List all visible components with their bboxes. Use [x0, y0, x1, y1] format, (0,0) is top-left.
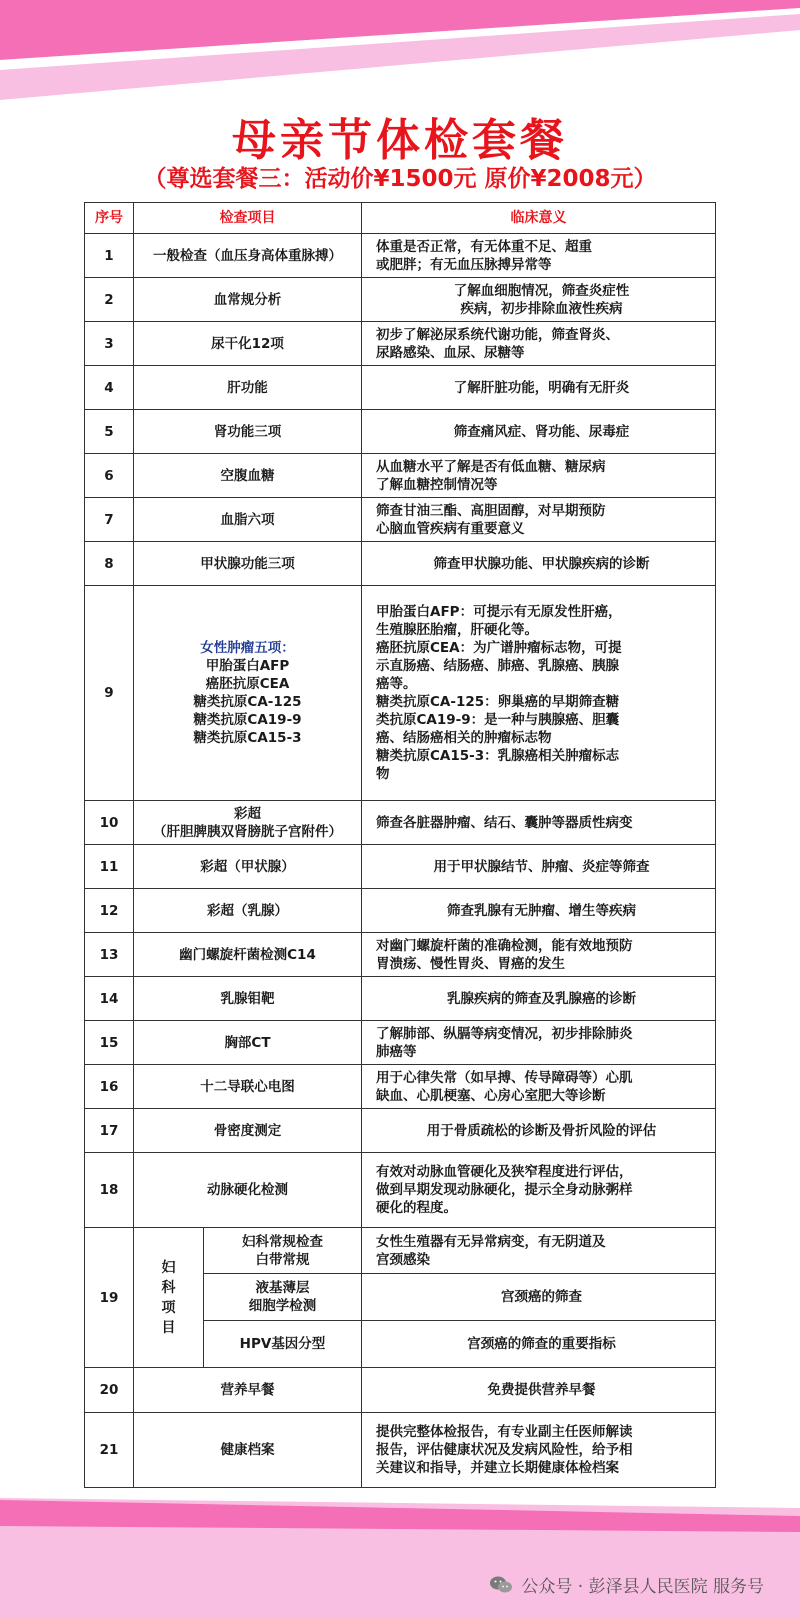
- wechat-icon: [489, 1575, 513, 1595]
- row-meaning: 了解血细胞情况，筛查炎症性 疾病，初步排除血液性疾病: [362, 278, 716, 322]
- gyn-group-label: 妇科项目: [161, 1259, 176, 1336]
- table-row: [85, 498, 716, 542]
- row-meaning: 宫颈癌的筛查的重要指标: [362, 1321, 716, 1368]
- row-no: 6: [85, 454, 134, 498]
- row-item: 骨密度测定: [134, 1109, 362, 1153]
- row-item: 妇科常规检查 白带常规: [204, 1228, 362, 1274]
- row-meaning: 体重是否正常，有无体重不足、超重 或肥胖；有无血压脉搏异常等: [362, 234, 716, 278]
- row-no: 2: [85, 278, 134, 322]
- row-item: 幽门螺旋杆菌检测C14: [134, 933, 362, 977]
- row-no: 7: [85, 498, 134, 542]
- row-no: 16: [85, 1065, 134, 1109]
- row-no: 10: [85, 801, 134, 845]
- row-item: 甲状腺功能三项: [134, 542, 362, 586]
- row-no: 19: [85, 1228, 134, 1368]
- row-meaning: 用于心律失常（如早搏、传导障碍等）心肌 缺血、心肌梗塞、心房心室肥大等诊断: [362, 1065, 716, 1109]
- row-meaning: 宫颈癌的筛查: [362, 1274, 716, 1321]
- row-no: 15: [85, 1021, 134, 1065]
- row-no: 11: [85, 845, 134, 889]
- row-item: 一般检查（血压身高体重脉搏）: [134, 234, 362, 278]
- table-row: [85, 322, 716, 366]
- row-meaning: 了解肺部、纵膈等病变情况，初步排除肺炎 肺癌等: [362, 1021, 716, 1065]
- table-row: [85, 410, 716, 454]
- table-row: [85, 977, 716, 1021]
- tumor-panel-items: 甲胎蛋白AFP 癌胚抗原CEA 糖类抗原CA-125 糖类抗原CA19-9 糖类抗原CA15-3: [193, 658, 302, 746]
- row-no: 3: [85, 322, 134, 366]
- row-item: 尿干化12项: [134, 322, 362, 366]
- table-row: [85, 933, 716, 977]
- row-meaning: 筛查各脏器肿瘤、结石、囊肿等器质性病变: [362, 801, 716, 845]
- table-row: [85, 1021, 716, 1065]
- row-no: 13: [85, 933, 134, 977]
- header-meaning: 临床意义: [362, 203, 716, 234]
- row-meaning: 筛查乳腺有无肿瘤、增生等疾病: [362, 889, 716, 933]
- table-row: [85, 542, 716, 586]
- row-item: [134, 586, 362, 801]
- footer-text: 公众号 · 彭泽县人民医院 服务号: [521, 1577, 764, 1597]
- row-meaning: 甲胎蛋白AFP：可提示有无原发性肝癌， 生殖腺胚胎瘤，肝硬化等。 癌胚抗原CEA：为广谱肿瘤标志物，可提 示直肠癌、结肠癌、肺癌、乳腺癌、胰腺 癌等。 糖类抗原CA-125：卵巢癌的早期筛查糖 类抗原CA19-9：是一种与胰腺癌、胆囊 癌、结肠癌相关的肿瘤标志物 糖类抗原CA15-3：乳腺癌相关肿瘤标志 物: [362, 586, 716, 801]
- page-title: 母亲节体检套餐: [232, 115, 568, 166]
- table-row: [85, 586, 716, 801]
- table-row: [85, 889, 716, 933]
- row-meaning: 用于甲状腺结节、肿瘤、炎症等筛查: [362, 845, 716, 889]
- bottom-decoration: [0, 1498, 800, 1618]
- row-no: 18: [85, 1153, 134, 1228]
- table-row: [85, 366, 716, 410]
- tumor-panel-heading: 女性肿瘤五项：: [200, 640, 295, 656]
- row-item: 动脉硬化检测: [134, 1153, 362, 1228]
- row-item: 健康档案: [134, 1413, 362, 1488]
- row-item: HPV基因分型: [204, 1321, 362, 1368]
- row-item: 肝功能: [134, 366, 362, 410]
- row-item: 十二导联心电图: [134, 1065, 362, 1109]
- row-meaning: 提供完整体检报告，有专业副主任医师解读 报告，评估健康状况及发病风险性，给予相 关建议和指导，并建立长期健康体检档案: [362, 1413, 716, 1488]
- row-meaning: 筛查痛风症、肾功能、尿毒症: [362, 410, 716, 454]
- row-item: 乳腺钼靶: [134, 977, 362, 1021]
- table-row: [85, 1065, 716, 1109]
- row-no: 14: [85, 977, 134, 1021]
- row-meaning: 女性生殖器有无异常病变，有无阴道及 宫颈感染: [362, 1228, 716, 1274]
- row-item: 彩超 （肝胆脾胰双肾膀胱子宫附件）: [134, 801, 362, 845]
- row-item: 彩超（乳腺）: [134, 889, 362, 933]
- row-item: 血脂六项: [134, 498, 362, 542]
- row-no: 5: [85, 410, 134, 454]
- row-meaning: 有效对动脉血管硬化及狭窄程度进行评估， 做到早期发现动脉硬化，提示全身动脉粥样 硬化的程度。: [362, 1153, 716, 1228]
- row-item: 液基薄层 细胞学检测: [204, 1274, 362, 1321]
- row-meaning: 乳腺疾病的筛查及乳腺癌的诊断: [362, 977, 716, 1021]
- row-no: 4: [85, 366, 134, 410]
- row-no: 1: [85, 234, 134, 278]
- table-row: [85, 1228, 716, 1274]
- row-meaning: 了解肝脏功能，明确有无肝炎: [362, 366, 716, 410]
- row-meaning: 对幽门螺旋杆菌的准确检测，能有效地预防 胃溃疡、慢性胃炎、胃癌的发生: [362, 933, 716, 977]
- package-subtitle: （尊选套餐三：活动价¥1500元 原价¥2008元）: [143, 166, 657, 192]
- row-no: 9: [85, 586, 134, 801]
- row-no: 20: [85, 1368, 134, 1413]
- row-meaning: 用于骨质疏松的诊断及骨折风险的评估: [362, 1109, 716, 1153]
- row-meaning: 初步了解泌尿系统代谢功能，筛查肾炎、 尿路感染、血尿、尿糖等: [362, 322, 716, 366]
- header-no: 序号: [85, 203, 134, 234]
- row-item: 空腹血糖: [134, 454, 362, 498]
- row-item: 营养早餐: [134, 1368, 362, 1413]
- table-row: [85, 454, 716, 498]
- row-meaning: 筛查甲状腺功能、甲状腺疾病的诊断: [362, 542, 716, 586]
- row-item: 胸部CT: [134, 1021, 362, 1065]
- checkup-table: [84, 202, 716, 1488]
- header-item: 检查项目: [134, 203, 362, 234]
- row-no: 17: [85, 1109, 134, 1153]
- table-header-row: [85, 203, 716, 234]
- row-meaning: 筛查甘油三酯、高胆固醇，对早期预防 心脑血管疾病有重要意义: [362, 498, 716, 542]
- row-no: 21: [85, 1413, 134, 1488]
- table-row: [85, 1153, 716, 1228]
- gyn-group-cell: [134, 1228, 204, 1368]
- row-meaning: 从血糖水平了解是否有低血糖、糖尿病 了解血糖控制情况等: [362, 454, 716, 498]
- table-row: [85, 278, 716, 322]
- row-item: 肾功能三项: [134, 410, 362, 454]
- table-row: [85, 1413, 716, 1488]
- table-row: [85, 801, 716, 845]
- row-item: 彩超（甲状腺）: [134, 845, 362, 889]
- top-decoration: [0, 0, 800, 110]
- row-no: 8: [85, 542, 134, 586]
- table-row: [85, 1109, 716, 1153]
- row-no: 12: [85, 889, 134, 933]
- footer-account[interactable]: [489, 1572, 764, 1597]
- row-meaning: 免费提供营养早餐: [362, 1368, 716, 1413]
- table-row: [85, 234, 716, 278]
- table-row: [85, 1368, 716, 1413]
- table-row: [85, 845, 716, 889]
- row-item: 血常规分析: [134, 278, 362, 322]
